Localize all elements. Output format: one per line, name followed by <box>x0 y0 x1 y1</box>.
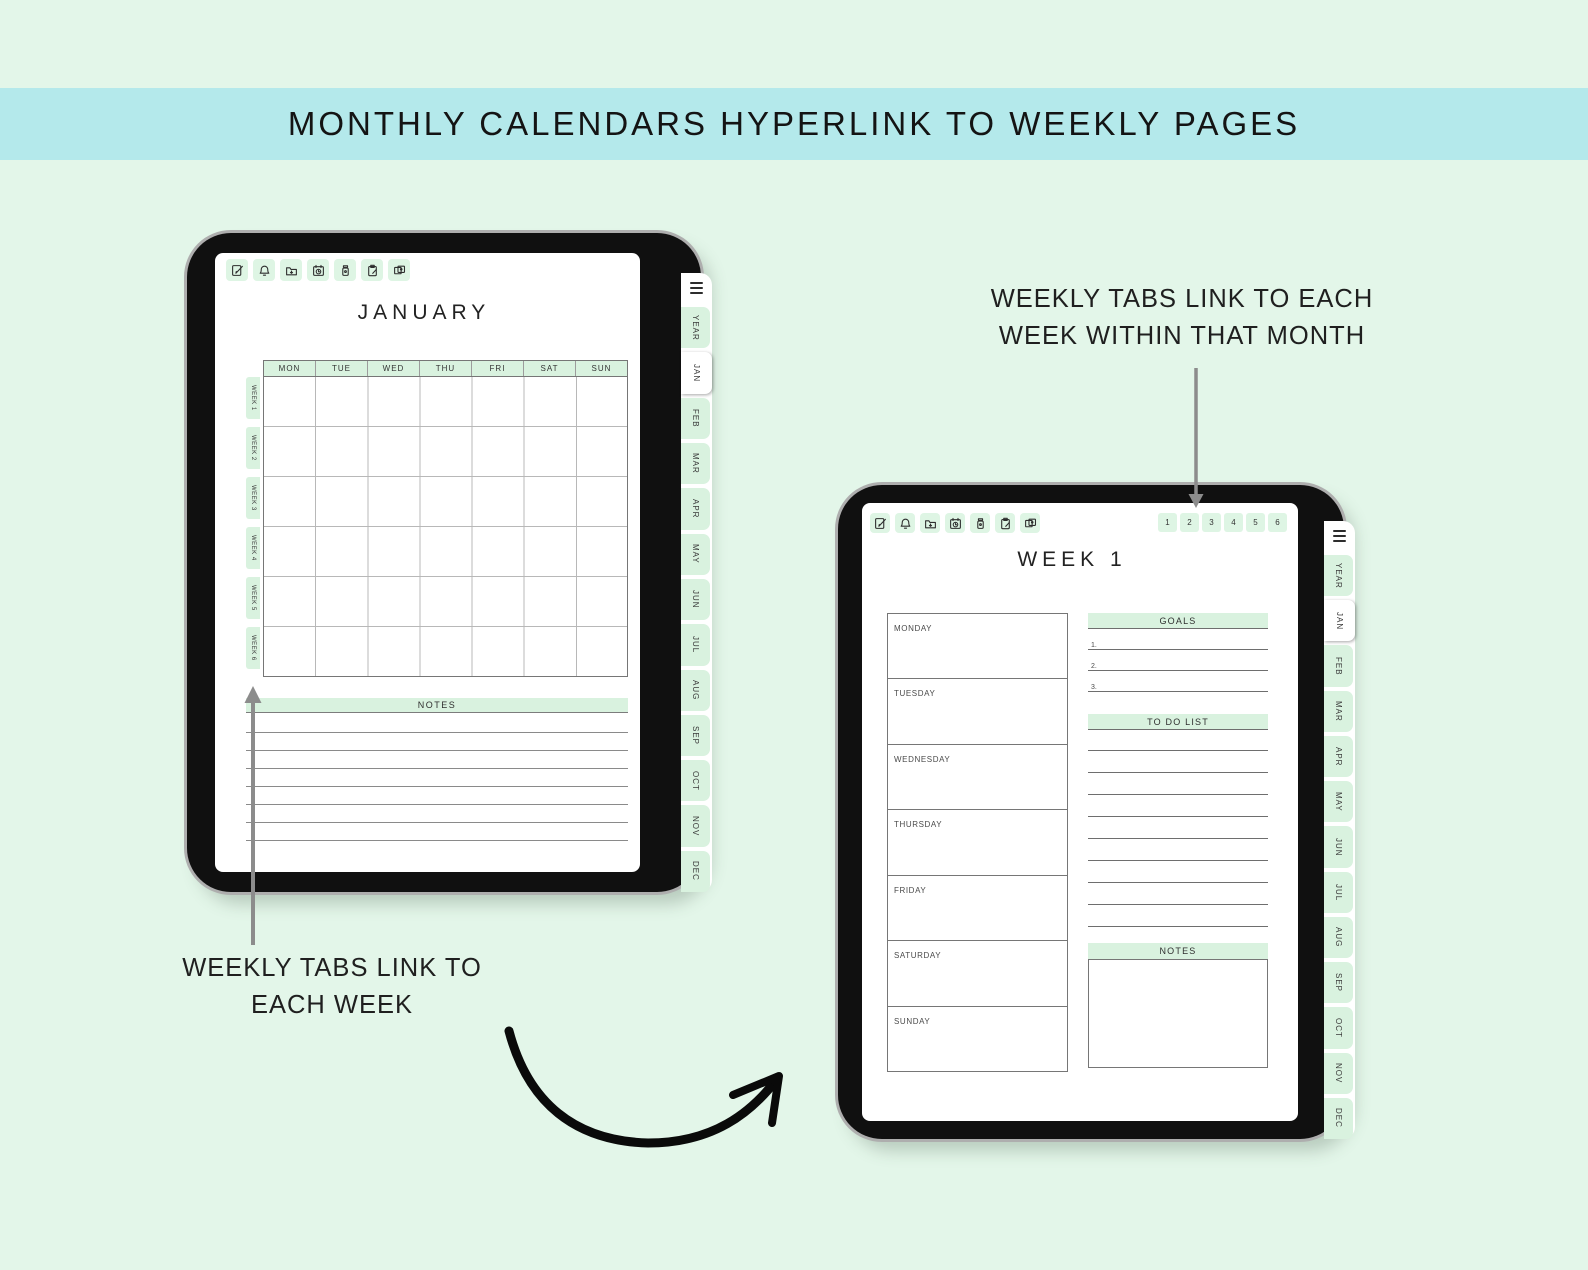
month-tab-sep[interactable]: SEP <box>681 715 710 756</box>
month-tab-nov[interactable]: NOV <box>681 805 710 846</box>
day-box-saturday[interactable] <box>888 940 1067 1005</box>
banner <box>0 88 1588 160</box>
month-tab-year[interactable]: YEAR <box>1324 555 1353 596</box>
month-tab-jul[interactable]: JUL <box>681 624 710 665</box>
week-tab-1[interactable]: WEEK 1 <box>246 377 260 419</box>
goals-header: GOALS <box>1088 613 1268 629</box>
toolbar <box>870 513 1040 533</box>
annotation-weekly-tabs <box>82 950 582 1024</box>
month-tab-may[interactable]: MAY <box>681 534 710 575</box>
goal-number: 1. <box>1091 642 1097 649</box>
day-box-friday[interactable] <box>888 875 1067 940</box>
weekly-title: WEEK 1 <box>1017 548 1127 571</box>
note-edit-icon[interactable] <box>870 513 890 533</box>
week-number-tab-2[interactable]: 2 <box>1180 513 1199 532</box>
annotation-line: WEEKLY TABS LINK TO <box>182 954 482 982</box>
week-number-tab-1[interactable]: 1 <box>1158 513 1177 532</box>
day-header-mon: MON <box>278 364 301 373</box>
day-label: MONDAY <box>894 624 933 633</box>
week-tab-list <box>246 377 260 677</box>
day-header-sat: SAT <box>523 361 575 376</box>
month-tab-jun[interactable]: JUN <box>681 579 710 620</box>
week-number-tab-4[interactable]: 4 <box>1224 513 1243 532</box>
day-label: FRIDAY <box>894 885 927 895</box>
month-tab-feb[interactable]: FEB <box>681 398 710 439</box>
month-tab-may[interactable]: MAY <box>1324 781 1353 822</box>
day-label: WEDNESDAY <box>894 754 951 764</box>
weekday-boxes <box>887 613 1068 1072</box>
week-number-tab-3[interactable]: 3 <box>1202 513 1221 532</box>
day-label: TUESDAY <box>894 689 936 699</box>
goal-line-2[interactable] <box>1088 650 1268 671</box>
tablet-monthly <box>187 233 701 892</box>
day-header-thu: THU <box>419 361 471 376</box>
day-box-thursday[interactable] <box>888 809 1067 874</box>
weekly-side-sections <box>1088 613 1268 1068</box>
day-box-sunday[interactable] <box>888 1006 1067 1071</box>
weekly-notes-box[interactable] <box>1088 959 1268 1068</box>
calendar-day-headers <box>263 360 628 377</box>
month-tab-oct[interactable]: OCT <box>1324 1007 1353 1048</box>
day-header-wed: WED <box>367 361 419 376</box>
day-box-wednesday[interactable] <box>888 744 1067 809</box>
month-tab-nov[interactable]: NOV <box>1324 1053 1353 1094</box>
week-tab-5[interactable]: WEEK 5 <box>246 577 260 619</box>
goal-number: 3. <box>1091 684 1097 691</box>
clipboard-icon[interactable] <box>361 259 383 281</box>
curved-arrow <box>509 1031 779 1143</box>
month-tab-oct[interactable]: OCT <box>681 760 710 801</box>
hamburger-menu-icon[interactable] <box>1324 521 1355 551</box>
monthly-notes-header: NOTES <box>246 698 628 713</box>
month-tab-year[interactable]: YEAR <box>681 307 710 348</box>
clipboard-icon[interactable] <box>995 513 1015 533</box>
month-tab-strip <box>1324 521 1355 1139</box>
calendar-clock-icon[interactable] <box>307 259 329 281</box>
annotation-line: EACH WEEK <box>250 991 414 1019</box>
week-number-tab-6[interactable]: 6 <box>1268 513 1287 532</box>
goal-line-3[interactable] <box>1088 671 1268 692</box>
weekly-notes-header: NOTES <box>1088 943 1268 959</box>
hamburger-menu-icon[interactable] <box>681 273 712 303</box>
goal-line-1[interactable] <box>1088 629 1268 650</box>
weekly-notes-section <box>1088 943 1268 1068</box>
calendar-clock-icon[interactable] <box>945 513 965 533</box>
monthly-notes-lines[interactable] <box>246 714 628 841</box>
goal-number: 2. <box>1091 663 1097 670</box>
week-tab-6[interactable]: WEEK 6 <box>246 627 260 669</box>
month-tab-apr[interactable]: APR <box>681 488 710 529</box>
month-tab-jul[interactable]: JUL <box>1324 872 1353 913</box>
folder-save-icon[interactable] <box>280 259 302 281</box>
monthly-calendar <box>263 360 628 677</box>
day-box-monday[interactable] <box>888 614 1067 678</box>
day-header-tue: TUE <box>315 361 367 376</box>
folder-save-icon[interactable] <box>920 513 940 533</box>
week-tab-4[interactable]: WEEK 4 <box>246 527 260 569</box>
day-box-tuesday[interactable] <box>888 678 1067 743</box>
monthly-title: JANUARY <box>357 301 491 324</box>
month-tab-apr[interactable]: APR <box>1324 736 1353 777</box>
calendar-grid[interactable] <box>263 377 628 677</box>
day-label: THURSDAY <box>894 820 943 830</box>
week-tab-2[interactable]: WEEK 2 <box>246 427 260 469</box>
bell-icon[interactable] <box>895 513 915 533</box>
day-label: SUNDAY <box>894 1016 931 1026</box>
month-tab-jan[interactable]: JAN <box>1324 600 1355 641</box>
todo-section <box>1088 714 1268 927</box>
toolbar <box>226 259 410 281</box>
todo-lines[interactable] <box>1088 730 1268 927</box>
week-number-tab-5[interactable]: 5 <box>1246 513 1265 532</box>
month-tab-mar[interactable]: MAR <box>681 443 710 484</box>
jar-icon[interactable] <box>970 513 990 533</box>
month-tab-aug[interactable]: AUG <box>681 670 710 711</box>
month-tab-feb[interactable]: FEB <box>1324 645 1353 686</box>
month-tab-dec[interactable]: DEC <box>1324 1098 1353 1139</box>
annotation-line: WEEK WITHIN THAT MONTH <box>998 322 1366 350</box>
month-tab-jun[interactable]: JUN <box>1324 826 1353 867</box>
week-tab-3[interactable]: WEEK 3 <box>246 477 260 519</box>
tablet-weekly <box>838 485 1344 1139</box>
day-header-fri: FRI <box>471 361 523 376</box>
bell-icon[interactable] <box>253 259 275 281</box>
weekly-page-screen <box>862 503 1344 1129</box>
month-tab-dec[interactable]: DEC <box>681 851 710 892</box>
todo-header: TO DO LIST <box>1088 714 1268 730</box>
stickers-icon[interactable] <box>388 259 410 281</box>
jar-icon[interactable] <box>334 259 356 281</box>
stickers-icon[interactable] <box>1020 513 1040 533</box>
day-label: SATURDAY <box>894 951 942 961</box>
month-tab-sep[interactable]: SEP <box>1324 962 1353 1003</box>
month-tab-aug[interactable]: AUG <box>1324 917 1353 958</box>
banner-title: MONTHLY CALENDARS HYPERLINK TO WEEKLY PAGES <box>287 105 1301 142</box>
day-header-sun: SUN <box>575 361 627 376</box>
note-edit-icon[interactable] <box>226 259 248 281</box>
annotation-weekly-tabs-month <box>932 281 1432 355</box>
week-number-tab-list <box>1158 513 1287 532</box>
monthly-page-screen <box>215 253 701 882</box>
annotation-line: WEEKLY TABS LINK TO EACH <box>990 285 1374 313</box>
month-tab-strip <box>681 273 712 892</box>
month-tab-jan[interactable]: JAN <box>681 352 712 393</box>
month-tab-mar[interactable]: MAR <box>1324 691 1353 732</box>
